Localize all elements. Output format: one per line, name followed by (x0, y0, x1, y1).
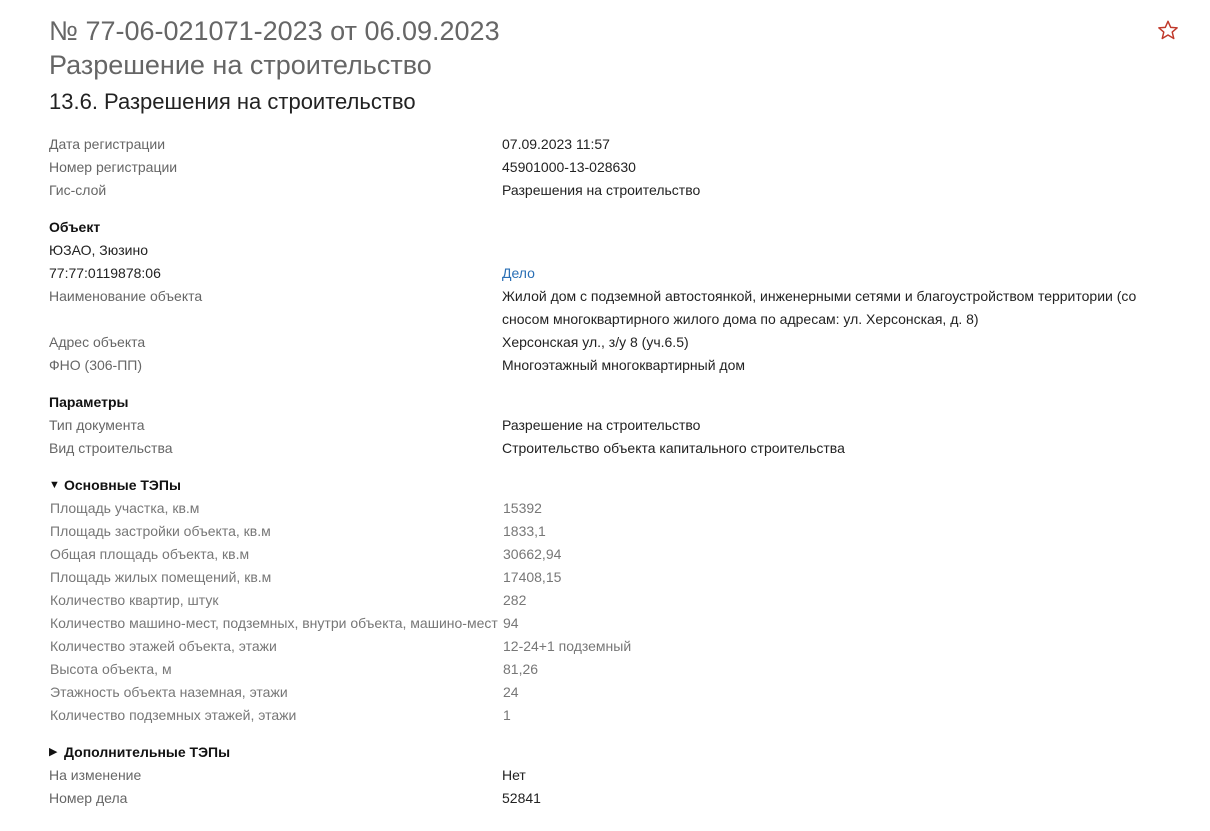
field-label: Высота объекта, м (50, 661, 172, 677)
info-row (49, 414, 1189, 437)
field-label: Общая площадь объекта, кв.м (50, 546, 250, 562)
section-heading-object: Объект (49, 219, 101, 235)
info-row (49, 285, 1189, 331)
field-value: 07.09.2023 11:57 (502, 136, 610, 152)
field-value: 17408,15 (503, 569, 562, 585)
main-tep-list (49, 497, 1189, 727)
info-row (49, 262, 1189, 285)
field-value: 15392 (503, 500, 542, 516)
field-value: 94 (503, 615, 519, 631)
field-value: Разрешение на строительство (502, 417, 701, 433)
info-row (49, 156, 1189, 179)
field-label: Количество подземных этажей, этажи (50, 707, 297, 723)
star-outline-icon[interactable] (1157, 19, 1179, 41)
field-value: 1 (503, 707, 511, 723)
main-tep-section (49, 474, 1189, 727)
info-row (49, 437, 1189, 460)
registration-section (49, 133, 1189, 202)
document-category-title: 13.6. Разрешения на строительство (49, 89, 416, 114)
info-row (49, 239, 1189, 262)
field-label: Количество этажей объекта, этажи (50, 638, 277, 654)
object-section (49, 216, 1189, 377)
info-row (49, 543, 1189, 566)
section-heading-params: Параметры (49, 394, 129, 410)
field-label: Количество машино-мест, подземных, внутри объекта, машино-мест (50, 615, 498, 631)
extra-tep-toggle[interactable] (49, 741, 1189, 764)
field-value: Разрешения на строительство (502, 182, 701, 198)
info-row (49, 764, 1189, 787)
document-card (49, 14, 1189, 810)
field-value: Нет (502, 767, 526, 783)
document-type-title: Разрешение на строительство (49, 50, 432, 80)
info-row (49, 612, 1189, 635)
triangle-right-icon: ▶ (49, 746, 58, 758)
field-label: Гис-слой (49, 182, 107, 198)
field-label: Вид строительства (49, 440, 173, 456)
field-value: 1833,1 (503, 523, 546, 539)
info-row (49, 179, 1189, 202)
info-row (49, 658, 1189, 681)
field-value: Жилой дом с подземной автостоянкой, инженерными сетями и благоустройством территории (со сносом многоквартирного жилого дома по адресам: ул. Херсонская, д. 8) (502, 288, 1137, 327)
field-label: ФНО (306-ПП) (49, 357, 143, 373)
field-label: Этажность объекта наземная, этажи (50, 684, 288, 700)
field-label: Наименование объекта (49, 288, 203, 304)
field-value: 24 (503, 684, 519, 700)
field-value: Херсонская ул., з/у 8 (уч.6.5) (502, 334, 689, 350)
field-value: Многоэтажный многоквартирный дом (502, 357, 746, 373)
field-label: На изменение (49, 767, 142, 783)
field-value: 282 (503, 592, 527, 608)
field-label: Дата регистрации (49, 136, 166, 152)
params-section (49, 391, 1189, 460)
field-label: Адрес объекта (49, 334, 146, 350)
district-text: ЮЗАО, Зюзино (49, 242, 149, 258)
field-label: Номер регистрации (49, 159, 178, 175)
info-row (49, 681, 1189, 704)
section-heading-main-tep: Основные ТЭПы (64, 477, 181, 493)
info-row (49, 589, 1189, 612)
document-number-title: № 77-06-021071-2023 от 06.09.2023 (49, 16, 500, 46)
field-value: 52841 (502, 790, 541, 806)
cadastral-number: 77:77:0119878:06 (49, 265, 161, 281)
field-value: 12-24+1 подземный (503, 638, 632, 654)
info-row (49, 331, 1189, 354)
info-row (49, 787, 1189, 810)
info-row (49, 520, 1189, 543)
extra-tep-section (49, 741, 1189, 810)
info-row (49, 704, 1189, 727)
info-row (49, 497, 1189, 520)
info-row (49, 635, 1189, 658)
triangle-down-icon: ▼ (49, 479, 60, 491)
field-label: Количество квартир, штук (50, 592, 219, 608)
main-tep-toggle[interactable] (49, 474, 1189, 497)
field-label: Тип документа (49, 417, 145, 433)
field-value: 30662,94 (503, 546, 562, 562)
field-label: Номер дела (49, 790, 128, 806)
field-label: Площадь жилых помещений, кв.м (50, 569, 272, 585)
info-row (49, 566, 1189, 589)
info-row (49, 354, 1189, 377)
field-value: 45901000-13-028630 (502, 159, 636, 175)
info-row (49, 133, 1189, 156)
case-link[interactable]: Дело (502, 265, 535, 281)
field-label: Площадь застройки объекта, кв.м (50, 523, 271, 539)
field-value: 81,26 (503, 661, 539, 677)
field-label: Площадь участка, кв.м (50, 500, 200, 516)
section-heading-extra-tep: Дополнительные ТЭПы (64, 744, 231, 760)
field-value: Строительство объекта капитального строительства (502, 440, 845, 456)
